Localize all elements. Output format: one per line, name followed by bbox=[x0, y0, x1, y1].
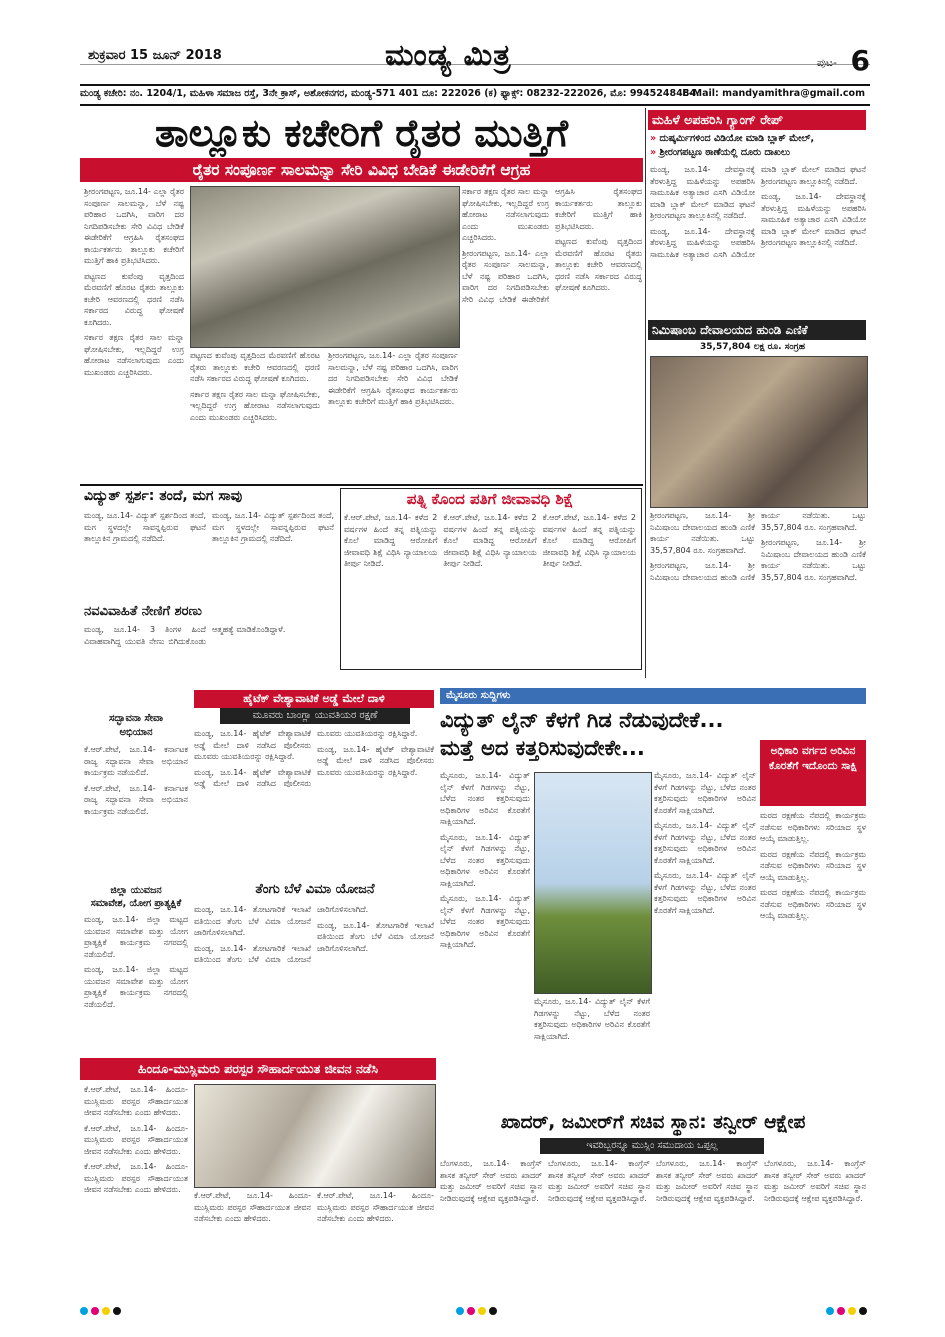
wife-body bbox=[344, 512, 636, 664]
wife-text: ಕೆ.ಆರ್.ಪೇಟೆ, ಜೂ.14- ಕಳೆದ 2 ವರ್ಷಗಳ ಹಿಂದೆ ತನ್ನ ಪತ್ನಿಯನ್ನು ಕೊಲೆ ಮಾಡಿದ್ದ ಆರೋಪಿಗೆ ಜೀವಾವಧಿ ಶಿಕ್ಷೆ ವಿಧಿಸಿ ನ್ಯಾಯಾಲಯ ತೀರ್ಪು ನೀಡಿದೆ. bbox=[344, 513, 438, 568]
lead-text-1b: ಪಟ್ಟಣದ ಕುವೆಂಪು ವೃತ್ತದಿಂದ ಮೆರವಣಿಗೆ ಹೊರಟ ರೈತರು ತಾಲ್ಲೂಕು ಕಚೇರಿ ಆವರಣದಲ್ಲಿ ಧರಣಿ ನಡೆಸಿ ಸರ್ಕಾರದ ವಿರುದ್ಧ ಘೋಷಣೆ ಕೂಗಿದರು. bbox=[84, 271, 184, 327]
officer-text-b: ಮರದ ರಕ್ಷಣೆಯ ನೆಪದಲ್ಲಿ ಕಾರ್ಯಕ್ರಮ ನಡೆಸುವ ಅಧಿಕಾರಿಗಳು ಸರಿಯಾದ ಸ್ಥಳ ಆಯ್ಕೆ ಮಾಡುತ್ತಿಲ್ಲ. bbox=[760, 849, 866, 882]
coconut-body bbox=[194, 904, 434, 1052]
officer-text-c: ಮರದ ರಕ್ಷಣೆಯ ನೆಪದಲ್ಲಿ ಕಾರ್ಯಕ್ರಮ ನಡೆಸುವ ಅಧಿಕಾರಿಗಳು ಸರಿಯಾದ ಸ್ಥಳ ಆಯ್ಕೆ ಮಾಡುತ್ತಿಲ್ಲ. bbox=[760, 888, 866, 920]
current-text-b: ಮಂಡ್ಯ, ಜೂ.14- ವಿದ್ಯುತ್ ಸ್ಪರ್ಶದಿಂದ ತಂದೆ, ಮಗ ಸ್ಥಳದಲ್ಲೇ ಸಾವನ್ನಪ್ಪಿರುವ ಘಟನೆ ತಾಲ್ಲೂಕಿನ ಗ್ರಾಮದಲ್ಲಿ ನಡೆದಿದೆ. bbox=[212, 511, 334, 543]
officer-text: ಮರದ ರಕ್ಷಣೆಯ ನೆಪದಲ್ಲಿ ಕಾರ್ಯಕ್ರಮ ನಡೆಸುವ ಅಧಿಕಾರಿಗಳು ಸರಿಯಾದ ಸ್ಥಳ ಆಯ್ಕೆ ಮಾಡುತ್ತಿಲ್ಲ. bbox=[760, 811, 866, 843]
print-marks-left bbox=[80, 1300, 124, 1319]
wire-photo bbox=[534, 772, 652, 994]
lead-text-2: ಪಟ್ಟಣದ ಕುವೆಂಪು ವೃತ್ತದಿಂದ ಮೆರವಣಿಗೆ ಹೊರಟ ರೈತರು ತಾಲ್ಲೂಕು ಕಚೇರಿ ಆವರಣದಲ್ಲಿ ಧರಣಿ ನಡೆಸಿ ಸರ್ಕಾರದ ವಿರುದ್ಧ ಘೋಷಣೆ ಕೂಗಿದರು. bbox=[190, 351, 320, 383]
lead-text-3: ಸರ್ಕಾರ ತಕ್ಷಣ ರೈತರ ಸಾಲ ಮನ್ನಾ ಘೋಷಿಸಬೇಕು, ಇಲ್ಲದಿದ್ದರೆ ಉಗ್ರ ಹೋರಾಟ ನಡೆಸಲಾಗುವುದು ಎಂದು ಮುಖಂಡರು ಎಚ್ಚರಿಸಿದರು. bbox=[462, 187, 549, 242]
youth-body bbox=[84, 914, 188, 1054]
lead-headline: ತಾಲ್ಲೂಕು ಕಚೇರಿಗೆ ರೈತರ ಮುತ್ತಿಗೆ bbox=[155, 111, 568, 155]
current-text: ಮಂಡ್ಯ, ಜೂ.14- ವಿದ್ಯುತ್ ಸ್ಪರ್ಶದಿಂದ ತಂದೆ, ಮಗ ಸ್ಥಳದಲ್ಲೇ ಸಾವನ್ನಪ್ಪಿರುವ ಘಟನೆ ತಾಲ್ಲೂಕಿನ ಗ್ರಾಮದಲ್ಲಿ ನಡೆದಿದೆ. bbox=[84, 511, 206, 543]
khader-subhead-text: ಇವರಿಬ್ಬರನ್ನೂ ಮುಸ್ಲಿಂ ಸಮುದಾಯ ಒಪ್ಪಲ್ಲ bbox=[586, 1140, 718, 1151]
hitech-text-c: ಮಂಡ್ಯ, ಜೂ.14- ಹೈಟೆಕ್ ವೇಶ್ಯಾವಾಟಿಕೆ ಅಡ್ಡೆ ಮೇಲೆ ದಾಳಿ ನಡೆಸಿದ ಪೊಲೀಸರು ಮೂವರು ಯುವತಿಯರನ್ನು ರಕ್ಷಿಸಿದ್ದಾರೆ. bbox=[317, 744, 434, 777]
lead-photo bbox=[190, 186, 460, 348]
sadbhavana-text-b: ಕೆ.ಆರ್.ಪೇಟೆ, ಜೂ.14- ಕರ್ನಾಟಕ ರಾಜ್ಯ ಸದ್ಭಾವನಾ ಸೇವಾ ಅಭಿಯಾನ ಕಾರ್ಯಕ್ರಮ ನಡೆಯಲಿದೆ. bbox=[84, 783, 188, 816]
hitech-text: ಮಂಡ್ಯ, ಜೂ.14- ಹೈಟೆಕ್ ವೇಶ್ಯಾವಾಟಿಕೆ ಅಡ್ಡೆ ಮೇಲೆ ದಾಳಿ ನಡೆಸಿದ ಪೊಲೀಸರು ಮೂವರು ಯುವತಿಯರನ್ನು ರಕ್ಷಿಸಿದ್ದಾರೆ. bbox=[194, 729, 311, 761]
hitech-text-b: ಮಂಡ್ಯ, ಜೂ.14- ಹೈಟೆಕ್ ವೇಶ್ಯಾವಾಟಿಕೆ ಅಡ್ಡೆ ಮೇಲೆ ದಾಳಿ ನಡೆಸಿದ ಪೊಲೀಸರು ಮೂವರು ಯುವತಿಯರನ್ನು ರಕ್ಷಿಸಿದ್ದಾರೆ. bbox=[194, 729, 418, 788]
rape-bullet-2-text: ಶ್ರೀರಂಗಪಟ್ಟಣ ಠಾಣೆಯಲ್ಲಿ ದೂರು ದಾಖಲು bbox=[659, 147, 790, 158]
khader-text-b: ಬೆಂಗಳೂರು, ಜೂ.14- ಕಾಂಗ್ರೆಸ್ ಶಾಸಕ ತನ್ವೀರ್ ಸೇಠ್ ಅವರು ಖಾದರ್ ಮತ್ತು ಜಮೀರ್ ಅವರಿಗೆ ಸಚಿವ ಸ್ಥಾನ ನೀಡಿರುವುದಕ್ಕೆ ಆಕ್ಷೇಪ ವ್ಯಕ್ತಪಡಿಸಿದ್ದಾರೆ. bbox=[548, 1159, 650, 1203]
newspaper-title: ಮಂಡ್ಯ ಮಿತ್ರ bbox=[385, 38, 512, 73]
page-label: ಪುಟ- bbox=[816, 56, 837, 69]
harmony-text: ಕೆ.ಆರ್.ಪೇಟೆ, ಜೂ.14- ಹಿಂದೂ-ಮುಸ್ಲಿಮರು ಪರಸ್ಪರ ಸೌಹಾರ್ದಯುತ ಜೀವನ ನಡೆಸಬೇಕು ಎಂದು ಹೇಳಿದರು. bbox=[84, 1085, 188, 1117]
rape-text: ಮಂಡ್ಯ, ಜೂ.14- ದೇವಸ್ಥಾನಕ್ಕೆ ತೆರಳುತ್ತಿದ್ದ ಮಹಿಳೆಯನ್ನು ಅಪಹರಿಸಿ ಸಾಮೂಹಿಕ ಅತ್ಯಾಚಾರ ಎಸಗಿ ವಿಡಿಯೋ ಮಾಡಿ ಬ್ಲಾಕ್ ಮೇಲ್ ಮಾಡಿದ ಘಟನೆ ಶ್ರೀರಂಗಪಟ್ಟಣ ತಾಲ್ಲೂಕಿನಲ್ಲಿ ನಡೆದಿದೆ. bbox=[650, 165, 755, 220]
khader-text: ಬೆಂಗಳೂರು, ಜೂ.14- ಕಾಂಗ್ರೆಸ್ ಶಾಸಕ ತನ್ವೀರ್ ಸೇಠ್ ಅವರು ಖಾದರ್ ಮತ್ತು ಜಮೀರ್ ಅವರಿಗೆ ಸಚಿವ ಸ್ಥಾನ ನೀಡಿರುವುದಕ್ಕೆ ಆಕ್ಷೇಪ ವ್ಯಕ್ತಪಡಿಸಿದ್ದಾರೆ. bbox=[440, 1159, 542, 1203]
youth-headline-a: ಜಿಲ್ಲಾ ಯುವಜನ bbox=[110, 885, 162, 896]
officer-box bbox=[760, 740, 866, 806]
page-number: 6 bbox=[850, 44, 870, 77]
mysuru-band bbox=[440, 688, 866, 704]
wire-body-left bbox=[440, 770, 530, 1050]
wire-body-mid bbox=[534, 996, 650, 1050]
rape-body bbox=[650, 164, 866, 316]
rape-bullet-2: » ಶ್ರೀರಂಗಪಟ್ಟಣ ಠಾಣೆಯಲ್ಲಿ ದೂರು ದಾಖಲು bbox=[650, 147, 790, 158]
current-body bbox=[84, 510, 334, 600]
rape-headline-text: ಮಹಿಳೆ ಅಪಹರಿಸಿ ಗ್ಯಾಂಗ್ ರೇಪ್ bbox=[652, 112, 783, 127]
youth-text-b: ಮಂಡ್ಯ, ಜೂ.14- ಜಿಲ್ಲಾ ಮಟ್ಟದ ಯುವಜನ ಸಮಾವೇಶ ಮತ್ತು ಯೋಗ ಪ್ರಾತ್ಯಕ್ಷಿಕೆ ಕಾರ್ಯಕ್ರಮ ನಗರದಲ್ಲಿ ನಡೆಯಲಿದೆ. bbox=[84, 965, 188, 1009]
hundi-text-b: ಶ್ರೀರಂಗಪಟ್ಟಣ, ಜೂ.14- ಶ್ರೀ ನಿಮಿಷಾಂಬ ದೇವಾಲಯದ ಹುಂಡಿ ಎಣಿಕೆ ಕಾರ್ಯ ನಡೆಯಿತು. ಒಟ್ಟು 35,57,804 ರೂ. ಸಂಗ್ರಹವಾಗಿದೆ. bbox=[650, 511, 866, 582]
youth-text: ಮಂಡ್ಯ, ಜೂ.14- ಜಿಲ್ಲಾ ಮಟ್ಟದ ಯುವಜನ ಸಮಾವೇಶ ಮತ್ತು ಯೋಗ ಪ್ರಾತ್ಯಕ್ಷಿಕೆ ಕಾರ್ಯಕ್ರಮ ನಗರದಲ್ಲಿ ನಡೆಯಲಿದೆ. bbox=[84, 915, 188, 959]
lead-text-3b: ಶ್ರೀರಂಗಪಟ್ಟಣ, ಜೂ.14- ಎಲ್ಲಾ ರೈತರ ಸಂಪೂರ್ಣ ಸಾಲಮನ್ನಾ, ಬೆಳೆ ನಷ್ಟ ಪರಿಹಾರ ಒದಗಿಸಿ, ವಾರಿಗ ದರ ನಿಗದಿಪಡಿಸಬೇಕು ಸೇರಿ ವಿವಿಧ ಬೇಡಿಕೆ ಈಡೇರಿಕೆಗೆ ಆಗ್ರಹಿಸಿ ರೈತಸಂಘದ ಕಾರ್ಯಕರ್ತರು ತಾಲ್ಲೂಕು ಕಚೇರಿಗೆ ಮುತ್ತಿಗೆ ಹಾಕಿ ಪ್ರತಿಭಟಿಸಿದರು. bbox=[462, 187, 642, 304]
khader-body bbox=[440, 1158, 866, 1294]
rape-headline bbox=[648, 110, 866, 130]
current-headline: ವಿದ್ಯುತ್ ಸ್ಪರ್ಶ: ತಂದೆ, ಮಗ ಸಾವು bbox=[84, 488, 243, 504]
wire-text-1b: ಮೈಸೂರು, ಜೂ.14- ವಿದ್ಯುತ್ ಲೈನ್ ಕೆಳಗೆ ಗಿಡಗಳನ್ನು ನೆಟ್ಟು, ಬೆಳೆದ ನಂತರ ಕತ್ತರಿಸುವುದು ಅಧಿಕಾರಿಗಳ ಅರಿವಿನ ಕೊರತೆಗೆ ಸಾಕ್ಷಿಯಾಗಿದೆ. bbox=[440, 832, 530, 888]
harmony-body-right bbox=[194, 1190, 434, 1294]
officer-box-text: ಅಧಿಕಾರಿ ವರ್ಗದ ಅರಿವಿನ ಕೊರತೆಗೆ ಇದೊಂದು ಸಾಕ್ಷಿ bbox=[768, 745, 858, 772]
print-marks-right bbox=[826, 1300, 870, 1319]
wire-headline-b: ಮತ್ತೆ ಅದ ಕತ್ತರಿಸುವುದೇಕೇ... bbox=[440, 736, 645, 760]
rape-bullet-1-text: ದುಷ್ಕರ್ಮಿಗಳಿಂದ ವಿಡಿಯೋ ಮಾಡಿ ಬ್ಲಾಕ್ ಮೇಲ್, bbox=[659, 133, 815, 144]
sadbhavana-headline-a: ಸದ್ಭಾವನಾ ಸೇವಾ bbox=[109, 713, 163, 724]
address-bar bbox=[80, 88, 865, 104]
rape-text-b: ಮಂಡ್ಯ, ಜೂ.14- ದೇವಸ್ಥಾನಕ್ಕೆ ತೆರಳುತ್ತಿದ್ದ ಮಹಿಳೆಯನ್ನು ಅಪಹರಿಸಿ ಸಾಮೂಹಿಕ ಅತ್ಯಾಚಾರ ಎಸಗಿ ವಿಡಿಯೋ ಮಾಡಿ ಬ್ಲಾಕ್ ಮೇಲ್ ಮಾಡಿದ ಘಟನೆ ಶ್ರೀರಂಗಪಟ್ಟಣ ತಾಲ್ಲೂಕಿನಲ್ಲಿ ನಡೆದಿದೆ. bbox=[650, 165, 866, 259]
lead-text-1: ಶ್ರೀರಂಗಪಟ್ಟಣ, ಜೂ.14- ಎಲ್ಲಾ ರೈತರ ಸಂಪೂರ್ಣ ಸಾಲಮನ್ನಾ, ಬೆಳೆ ನಷ್ಟ ಪರಿಹಾರ ಒದಗಿಸಿ, ವಾರಿಗ ದರ ನಿಗದಿಪಡಿಸಬೇಕು ಸೇರಿ ವಿವಿಧ ಬೇಡಿಕೆ ಈಡೇರಿಕೆಗೆ ಆಗ್ರಹಿಸಿ ರೈತಸಂಘದ ಕಾರ್ಯಕರ್ತರು ತಾಲ್ಲೂಕು ಕಚೇರಿಗೆ ಮುತ್ತಿಗೆ ಹಾಕಿ ಪ್ರತಿಭಟಿಸಿದರು. bbox=[84, 187, 184, 265]
khader-headline-text: ಖಾದರ್, ಜಮೀರ್‌ಗೆ ಸಚಿವ ಸ್ಥಾನ: ತನ್ವೀರ್ ಆಕ್ಷೇಪ bbox=[500, 1112, 806, 1133]
lead-col-2 bbox=[190, 350, 458, 482]
issue-date: ಶುಕ್ರವಾರ 15 ಜೂನ್ 2018 bbox=[88, 48, 222, 63]
wire-body-right bbox=[654, 770, 756, 1050]
wife-headline bbox=[344, 490, 636, 508]
hitech-headline-text: ಹೈಟೆಕ್ ವೇಶ್ಯಾವಾಟಿಕೆ ಅಡ್ಡೆ ಮೇಲೆ ದಾಳಿ bbox=[243, 692, 385, 705]
sadbhavana-text: ಕೆ.ಆರ್.ಪೇಟೆ, ಜೂ.14- ಕರ್ನಾಟಕ ರಾಜ್ಯ ಸದ್ಭಾವನಾ ಸೇವಾ ಅಭಿಯಾನ ಕಾರ್ಯಕ್ರಮ ನಡೆಯಲಿದೆ. bbox=[84, 745, 188, 777]
hitech-headline bbox=[194, 690, 434, 708]
coconut-text-b: ಮಂಡ್ಯ, ಜೂ.14- ತೋಟಗಾರಿಕೆ ಇಲಾಖೆ ವತಿಯಿಂದ ತೆಂಗು ಬೆಳೆ ವಿಮಾ ಯೋಜನೆ ಜಾರಿಗೊಳಿಸಲಾಗಿದೆ. bbox=[194, 905, 369, 964]
lead-text-3c: ಪಟ್ಟಣದ ಕುವೆಂಪು ವೃತ್ತದಿಂದ ಮೆರವಣಿಗೆ ಹೊರಟ ರೈತರು ತಾಲ್ಲೂಕು ಕಚೇರಿ ಆವರಣದಲ್ಲಿ ಧರಣಿ ನಡೆಸಿ ಸರ್ಕಾರದ ವಿರುದ್ಧ ಘೋಷಣೆ ಕೂಗಿದರು. bbox=[555, 237, 642, 292]
khader-subhead bbox=[540, 1138, 764, 1154]
wire-text-3: ಮೈಸೂರು, ಜೂ.14- ವಿದ್ಯುತ್ ಲೈನ್ ಕೆಳಗೆ ಗಿಡಗಳನ್ನು ನೆಟ್ಟು, ಬೆಳೆದ ನಂತರ ಕತ್ತರಿಸುವುದು ಅಧಿಕಾರಿಗಳ ಅರಿವಿನ ಕೊರತೆಗೆ ಸಾಕ್ಷಿಯಾಗಿದೆ. bbox=[654, 771, 756, 815]
wife-text-c: ಕೆ.ಆರ್.ಪೇಟೆ, ಜೂ.14- ಕಳೆದ 2 ವರ್ಷಗಳ ಹಿಂದೆ ತನ್ನ ಪತ್ನಿಯನ್ನು ಕೊಲೆ ಮಾಡಿದ್ದ ಆರೋಪಿಗೆ ಜೀವಾವಧಿ ಶಿಕ್ಷೆ ವಿಧಿಸಿ ನ್ಯಾಯಾಲಯ ತೀರ್ಪು ನೀಡಿದೆ. bbox=[542, 513, 636, 568]
khader-text-c: ಬೆಂಗಳೂರು, ಜೂ.14- ಕಾಂಗ್ರೆಸ್ ಶಾಸಕ ತನ್ವೀರ್ ಸೇಠ್ ಅವರು ಖಾದರ್ ಮತ್ತು ಜಮೀರ್ ಅವರಿಗೆ ಸಚಿವ ಸ್ಥಾನ ನೀಡಿರುವುದಕ್ಕೆ ಆಕ್ಷೇಪ ವ್ಯಕ್ತಪಡಿಸಿದ್ದಾರೆ. bbox=[656, 1159, 758, 1203]
hitech-subhead bbox=[220, 708, 410, 724]
wire-text-1c: ಮೈಸೂರು, ಜೂ.14- ವಿದ್ಯುತ್ ಲೈನ್ ಕೆಳಗೆ ಗಿಡಗಳನ್ನು ನೆಟ್ಟು, ಬೆಳೆದ ನಂತರ ಕತ್ತರಿಸುವುದು ಅಧಿಕಾರಿಗಳ ಅರಿವಿನ ಕೊರತೆಗೆ ಸಾಕ್ಷಿಯಾಗಿದೆ. bbox=[440, 894, 530, 949]
hundi-band-text: ನಿಮಿಷಾಂಬ ದೇವಾಲಯದ ಹುಂಡಿ ಎಣಿಕೆ bbox=[652, 323, 808, 337]
lead-headline-wrap bbox=[80, 110, 643, 156]
coconut-text: ಮಂಡ್ಯ, ಜೂ.14- ತೋಟಗಾರಿಕೆ ಇಲಾಖೆ ವತಿಯಿಂದ ತೆಂಗು ಬೆಳೆ ವಿಮಾ ಯೋಜನೆ ಜಾರಿಗೊಳಿಸಲಾಗಿದೆ. bbox=[194, 905, 311, 937]
print-marks-mid bbox=[456, 1300, 500, 1319]
wife-text-b: ಕೆ.ಆರ್.ಪೇಟೆ, ಜೂ.14- ಕಳೆದ 2 ವರ್ಷಗಳ ಹಿಂದೆ ತನ್ನ ಪತ್ನಿಯನ್ನು ಕೊಲೆ ಮಾಡಿದ್ದ ಆರೋಪಿಗೆ ಜೀವಾವಧಿ ಶಿಕ್ಷೆ ವಿಧಿಸಿ ನ್ಯಾಯಾಲಯ ತೀರ್ಪು ನೀಡಿದೆ. bbox=[443, 513, 537, 568]
harmony-headline bbox=[80, 1058, 436, 1080]
harmony-body-left bbox=[84, 1084, 188, 1294]
right-divider bbox=[645, 108, 646, 678]
hundi-text-c: ಶ್ರೀರಂಗಪಟ್ಟಣ, ಜೂ.14- ಶ್ರೀ ನಿಮಿಷಾಂಬ ದೇವಾಲಯದ ಹುಂಡಿ ಎಣಿಕೆ ಕಾರ್ಯ ನಡೆಯಿತು. ಒಟ್ಟು 35,57,804 ರೂ. ಸಂಗ್ರಹವಾಗಿದೆ. bbox=[761, 538, 866, 582]
hundi-photo bbox=[650, 356, 868, 508]
coconut-text-c: ಮಂಡ್ಯ, ಜೂ.14- ತೋಟಗಾರಿಕೆ ಇಲಾಖೆ ವತಿಯಿಂದ ತೆಂಗು ಬೆಳೆ ವಿಮಾ ಯೋಜನೆ ಜಾರಿಗೊಳಿಸಲಾಗಿದೆ. bbox=[317, 920, 434, 953]
hundi-band bbox=[648, 320, 866, 340]
sadbhavana-headline-b: ಅಭಿಯಾನ bbox=[119, 727, 153, 738]
harmony-text-b: ಕೆ.ಆರ್.ಪೇಟೆ, ಜೂ.14- ಹಿಂದೂ-ಮುಸ್ಲಿಮರು ಪರಸ್ಪರ ಸೌಹಾರ್ದಯುತ ಜೀವನ ನಡೆಸಬೇಕು ಎಂದು ಹೇಳಿದರು. bbox=[84, 1123, 188, 1156]
sadbhavana-body bbox=[84, 744, 188, 879]
top-rule bbox=[80, 84, 870, 86]
harmony-text-2: ಕೆ.ಆರ್.ಪೇಟೆ, ಜೂ.14- ಹಿಂದೂ-ಮುಸ್ಲಿಮರು ಪರಸ್ಪರ ಸೌಹಾರ್ದಯುತ ಜೀವನ ನಡೆಸಬೇಕು ಎಂದು ಹೇಳಿದರು. bbox=[194, 1191, 311, 1223]
hundi-text: ಶ್ರೀರಂಗಪಟ್ಟಣ, ಜೂ.14- ಶ್ರೀ ನಿಮಿಷಾಂಬ ದೇವಾಲಯದ ಹುಂಡಿ ಎಣಿಕೆ ಕಾರ್ಯ ನಡೆಯಿತು. ಒಟ್ಟು 35,57,804 ರೂ. ಸಂಗ್ರಹವಾಗಿದೆ. bbox=[650, 511, 755, 555]
wire-text-3b: ಮೈಸೂರು, ಜೂ.14- ವಿದ್ಯುತ್ ಲೈನ್ ಕೆಳಗೆ ಗಿಡಗಳನ್ನು ನೆಟ್ಟು, ಬೆಳೆದ ನಂತರ ಕತ್ತರಿಸುವುದು ಅಧಿಕಾರಿಗಳ ಅರಿವಿನ ಕೊರತೆಗೆ ಸಾಕ್ಷಿಯಾಗಿದೆ. bbox=[654, 821, 756, 865]
youth-headline bbox=[84, 884, 188, 910]
lead-text-2b: ಸರ್ಕಾರ ತಕ್ಷಣ ರೈತರ ಸಾಲ ಮನ್ನಾ ಘೋಷಿಸಬೇಕು, ಇಲ್ಲದಿದ್ದರೆ ಉಗ್ರ ಹೋರಾಟ ನಡೆಸಲಾಗುವುದು ಎಂದು ಮುಖಂಡರು ಎಚ್ಚರಿಸಿದರು. bbox=[190, 389, 320, 422]
lead-col-1 bbox=[84, 186, 184, 482]
harmony-headline-text: ಹಿಂದೂ-ಮುಸ್ಲಿಮರು ಪರಸ್ಪರ ಸೌಹಾರ್ದಯುತ ಜೀವನ ನಡೆಸಿ bbox=[138, 1061, 378, 1076]
lead-text-1c: ಸರ್ಕಾರ ತಕ್ಷಣ ರೈತರ ಸಾಲ ಮನ್ನಾ ಘೋಷಿಸಬೇಕು, ಇಲ್ಲದಿದ್ದರೆ ಉಗ್ರ ಹೋರಾಟ ನಡೆಸಲಾಗುವುದು ಎಂದು ಮುಖಂಡರು ಎಚ್ಚರಿಸಿದರು. bbox=[84, 333, 184, 377]
harmony-photo bbox=[194, 1084, 436, 1188]
lead-bottom-rule bbox=[80, 484, 643, 486]
youth-headline-b: ಸಮಾವೇಶ, ಯೋಗ ಪ್ರಾತ್ಯಕ್ಷಿಕೆ bbox=[90, 898, 182, 909]
rape-bullet-1: » ದುಷ್ಕರ್ಮಿಗಳಿಂದ ವಿಡಿಯೋ ಮಾಡಿ ಬ್ಲಾಕ್ ಮೇಲ್, bbox=[650, 133, 815, 144]
address-rule bbox=[80, 104, 870, 106]
lead-text-2c: ಶ್ರೀರಂಗಪಟ್ಟಣ, ಜೂ.14- ಎಲ್ಲಾ ರೈತರ ಸಂಪೂರ್ಣ ಸಾಲಮನ್ನಾ, ಬೆಳೆ ನಷ್ಟ ಪರಿಹಾರ ಒದಗಿಸಿ, ವಾರಿಗ ದರ ನಿಗದಿಪಡಿಸಬೇಕು ಸೇರಿ ವಿವಿಧ ಬೇಡಿಕೆ ಈಡೇರಿಕೆಗೆ ಆಗ್ರಹಿಸಿ ರೈತಸಂಘದ ಕಾರ್ಯಕರ್ತರು ತಾಲ್ಲೂಕು ಕಚೇರಿಗೆ ಮುತ್ತಿಗೆ ಹಾಕಿ ಪ್ರತಿಭಟಿಸಿದರು. bbox=[328, 351, 458, 406]
hitech-body bbox=[194, 728, 434, 878]
lead-subhead-text: ರೈತರ ಸಂಪೂರ್ಣ ಸಾಲಮನ್ನಾ ಸೇರಿ ವಿವಿಧ ಬೇಡಿಕೆ ಈಡೇರಿಕೆಗೆ ಆಗ್ರಹ bbox=[192, 161, 531, 179]
hundi-caption: 35,57,804 ಲಕ್ಷ ರೂ. ಸಂಗ್ರಹ bbox=[700, 342, 805, 352]
wire-text-2: ಮೈಸೂರು, ಜೂ.14- ವಿದ್ಯುತ್ ಲೈನ್ ಕೆಳಗೆ ಗಿಡಗಳನ್ನು ನೆಟ್ಟು, ಬೆಳೆದ ನಂತರ ಕತ್ತರಿಸುವುದು ಅಧಿಕಾರಿಗಳ ಅರಿವಿನ ಕೊರತೆಗೆ ಸಾಕ್ಷಿಯಾಗಿದೆ. bbox=[534, 997, 650, 1041]
newlywed-body bbox=[84, 624, 334, 679]
rape-text-c: ಮಂಡ್ಯ, ಜೂ.14- ದೇವಸ್ಥಾನಕ್ಕೆ ತೆರಳುತ್ತಿದ್ದ ಮಹಿಳೆಯನ್ನು ಅಪಹರಿಸಿ ಸಾಮೂಹಿಕ ಅತ್ಯಾಚಾರ ಎಸಗಿ ವಿಡಿಯೋ ಮಾಡಿ ಬ್ಲಾಕ್ ಮೇಲ್ ಮಾಡಿದ ಘಟನೆ ಶ್ರೀರಂಗಪಟ್ಟಣ ತಾಲ್ಲೂಕಿನಲ್ಲಿ ನಡೆದಿದೆ. bbox=[761, 192, 866, 247]
newlywed-text: ಮಂಡ್ಯ, ಜೂ.14- 3 ತಿಂಗಳ ಹಿಂದೆ ವಿವಾಹವಾಗಿದ್ದ ಯುವತಿ ನೇಣು ಬಿಗಿದುಕೊಂಡು ಆತ್ಮಹತ್ಯೆ ಮಾಡಿಕೊಂಡಿದ್ದಾಳೆ. bbox=[84, 625, 286, 646]
harmony-text-c: ಕೆ.ಆರ್.ಪೇಟೆ, ಜೂ.14- ಹಿಂದೂ-ಮುಸ್ಲಿಮರು ಪರಸ್ಪರ ಸೌಹಾರ್ದಯುತ ಜೀವನ ನಡೆಸಬೇಕು ಎಂದು ಹೇಳಿದರು. bbox=[84, 1162, 188, 1194]
hundi-body bbox=[650, 510, 866, 670]
rape-bullets bbox=[650, 132, 866, 160]
email-address[interactable]: E-Mail: mandyamithra@gmail.com bbox=[682, 88, 865, 99]
wire-text-1: ಮೈಸೂರು, ಜೂ.14- ವಿದ್ಯುತ್ ಲೈನ್ ಕೆಳಗೆ ಗಿಡಗಳನ್ನು ನೆಟ್ಟು, ಬೆಳೆದ ನಂತರ ಕತ್ತರಿಸುವುದು ಅಧಿಕಾರಿಗಳ ಅರಿವಿನ ಕೊರತೆಗೆ ಸಾಕ್ಷಿಯಾಗಿದೆ. bbox=[440, 771, 530, 826]
hitech-subhead-text: ಮೂವರು ಬಾಂಗ್ಲಾ ಯುವತಿಯರ ರಕ್ಷಣೆ bbox=[252, 710, 378, 721]
newlywed-headline: ನವವಿವಾಹಿತೆ ನೇಣಿಗೆ ಶರಣು bbox=[84, 604, 202, 619]
lead-subhead bbox=[80, 158, 643, 182]
coconut-headline: ತೆಂಗು ಬೆಳೆ ವಿಮಾ ಯೋಜನೆ bbox=[255, 882, 375, 897]
khader-headline bbox=[440, 1110, 866, 1136]
mysuru-band-text: ಮೈಸೂರು ಸುದ್ದಿಗಳು bbox=[446, 690, 511, 701]
wire-text-3c: ಮೈಸೂರು, ಜೂ.14- ವಿದ್ಯುತ್ ಲೈನ್ ಕೆಳಗೆ ಗಿಡಗಳನ್ನು ನೆಟ್ಟು, ಬೆಳೆದ ನಂತರ ಕತ್ತರಿಸುವುದು ಅಧಿಕಾರಿಗಳ ಅರಿವಿನ ಕೊರತೆಗೆ ಸಾಕ್ಷಿಯಾಗಿದೆ. bbox=[654, 871, 756, 915]
wife-headline-text: ಪತ್ನಿ ಕೊಂದ ಪತಿಗೆ ಜೀವಾವಧಿ ಶಿಕ್ಷೆ bbox=[406, 490, 574, 508]
officer-body bbox=[760, 810, 866, 1050]
lead-col-3 bbox=[462, 186, 642, 482]
office-address: ಮಂಡ್ಯ ಕಚೇರಿ: ನಂ. 1204/1, ಮಹಿಳಾ ಸಮಾಜ ರಸ್ತೆ, 3ನೇ ಕ್ರಾಸ್, ಅಶೋಕನಗರ, ಮಂಡ್ಯ-571 401 ದೂ: 222026 (ಕ) ಫ್ಯಾಕ್ಸ್: 08232-222026, ಮೊ: 9945248484. bbox=[80, 88, 700, 99]
wire-headline-a: ವಿದ್ಯುತ್ ಲೈನ್ ಕೆಳಗೆ ಗಿಡ ನೆಡುವುದೇಕೆ... bbox=[440, 708, 724, 732]
harmony-text-2b: ಕೆ.ಆರ್.ಪೇಟೆ, ಜೂ.14- ಹಿಂದೂ-ಮುಸ್ಲಿಮರು ಪರಸ್ಪರ ಸೌಹಾರ್ದಯುತ ಜೀವನ ನಡೆಸಬೇಕು ಎಂದು ಹೇಳಿದರು. bbox=[317, 1191, 434, 1223]
sadbhavana-headline bbox=[84, 712, 188, 740]
khader-text-d: ಬೆಂಗಳೂರು, ಜೂ.14- ಕಾಂಗ್ರೆಸ್ ಶಾಸಕ ತನ್ವೀರ್ ಸೇಠ್ ಅವರು ಖಾದರ್ ಮತ್ತು ಜಮೀರ್ ಅವರಿಗೆ ಸಚಿವ ಸ್ಥಾನ ನೀಡಿರುವುದಕ್ಕೆ ಆಕ್ಷೇಪ ವ್ಯಕ್ತಪಡಿಸಿದ್ದಾರೆ. bbox=[764, 1159, 866, 1203]
